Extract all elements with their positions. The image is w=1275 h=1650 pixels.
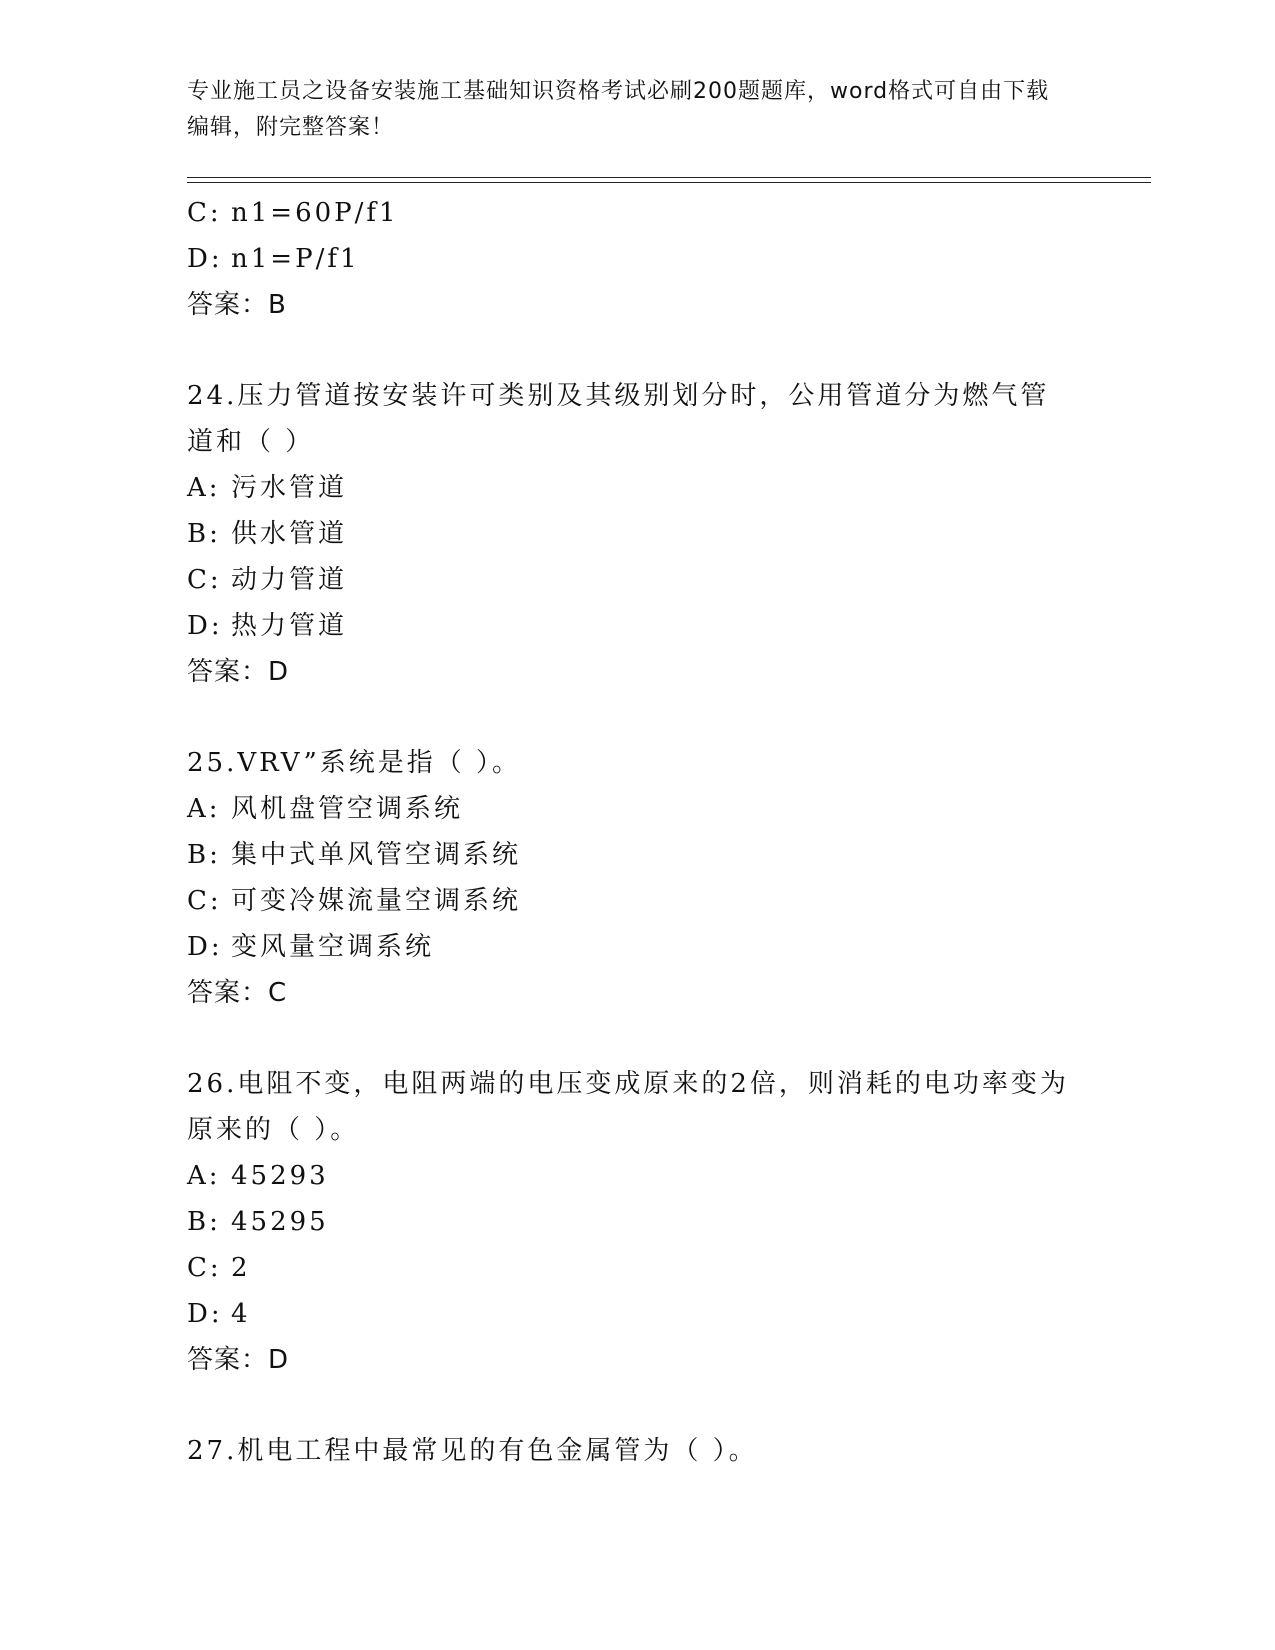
option-text: 4: [231, 1299, 251, 1329]
option-text: 45295: [231, 1207, 329, 1237]
question-24: [187, 373, 1087, 695]
question-25: [187, 740, 1087, 1016]
option-b: [187, 1199, 1087, 1245]
question-stem: 26.电阻不变，电阻两端的电压变成原来的2倍，则消耗的电功率变为原来的（ ）。: [187, 1069, 1069, 1145]
option-text: 2: [231, 1253, 251, 1283]
option-a: [187, 1153, 1087, 1199]
question-26: [187, 1061, 1087, 1383]
header-rule-top: [187, 177, 1151, 178]
option-c: [187, 557, 1087, 603]
option-label: C:: [187, 886, 222, 916]
option-b: [187, 832, 1087, 878]
answer-line: 答案：D: [187, 1345, 290, 1375]
option-b: [187, 511, 1087, 557]
option-text: 风机盘管空调系统: [231, 794, 464, 824]
question-stem: 24.压力管道按安装许可类别及其级别划分时，公用管道分为燃气管道和（ ）: [187, 381, 1050, 457]
option-text: 污水管道: [231, 473, 348, 503]
question-27: [187, 1428, 1087, 1474]
option-d: [187, 236, 1087, 282]
option-label: B:: [187, 840, 221, 870]
option-c: [187, 1245, 1087, 1291]
option-label: D:: [187, 244, 223, 274]
option-text: 45293: [231, 1161, 329, 1191]
option-text: 集中式单风管空调系统: [231, 840, 522, 870]
answer-line: 答案：B: [187, 290, 287, 320]
option-label: B:: [187, 519, 221, 549]
option-c: [187, 878, 1087, 924]
option-text: n1=P/f1: [231, 244, 360, 274]
question-23-partial: [187, 190, 1087, 328]
answer-line: 答案：D: [187, 657, 290, 687]
question-content: [187, 190, 1087, 1474]
option-label: D:: [187, 611, 223, 641]
option-label: C:: [187, 198, 222, 228]
option-text: 供水管道: [231, 519, 348, 549]
option-d: [187, 924, 1087, 970]
option-label: A:: [187, 473, 221, 503]
question-stem: 25.VRV”系统是指（ ）。: [187, 748, 522, 778]
option-d: [187, 1291, 1087, 1337]
option-c: [187, 190, 1087, 236]
option-label: C:: [187, 1253, 222, 1283]
option-label: C:: [187, 565, 222, 595]
option-text: 变风量空调系统: [231, 932, 435, 962]
option-text: n1=60P/f1: [231, 198, 399, 228]
option-label: A:: [187, 794, 221, 824]
option-text: 动力管道: [231, 565, 348, 595]
option-d: [187, 603, 1087, 649]
option-a: [187, 465, 1087, 511]
header-rule-bottom: [187, 182, 1151, 183]
document-header: 专业施工员之设备安装施工基础知识资格考试必刷200题题库，word格式可自由下载编辑，附完整答案！: [187, 79, 1050, 140]
option-label: A:: [187, 1161, 221, 1191]
answer-line: 答案：C: [187, 978, 288, 1008]
option-label: B:: [187, 1207, 221, 1237]
option-label: D:: [187, 932, 223, 962]
option-text: 可变冷媒流量空调系统: [231, 886, 522, 916]
option-label: D:: [187, 1299, 223, 1329]
option-text: 热力管道: [231, 611, 348, 641]
option-a: [187, 786, 1087, 832]
question-stem: 27.机电工程中最常见的有色金属管为（ ）。: [187, 1436, 758, 1466]
